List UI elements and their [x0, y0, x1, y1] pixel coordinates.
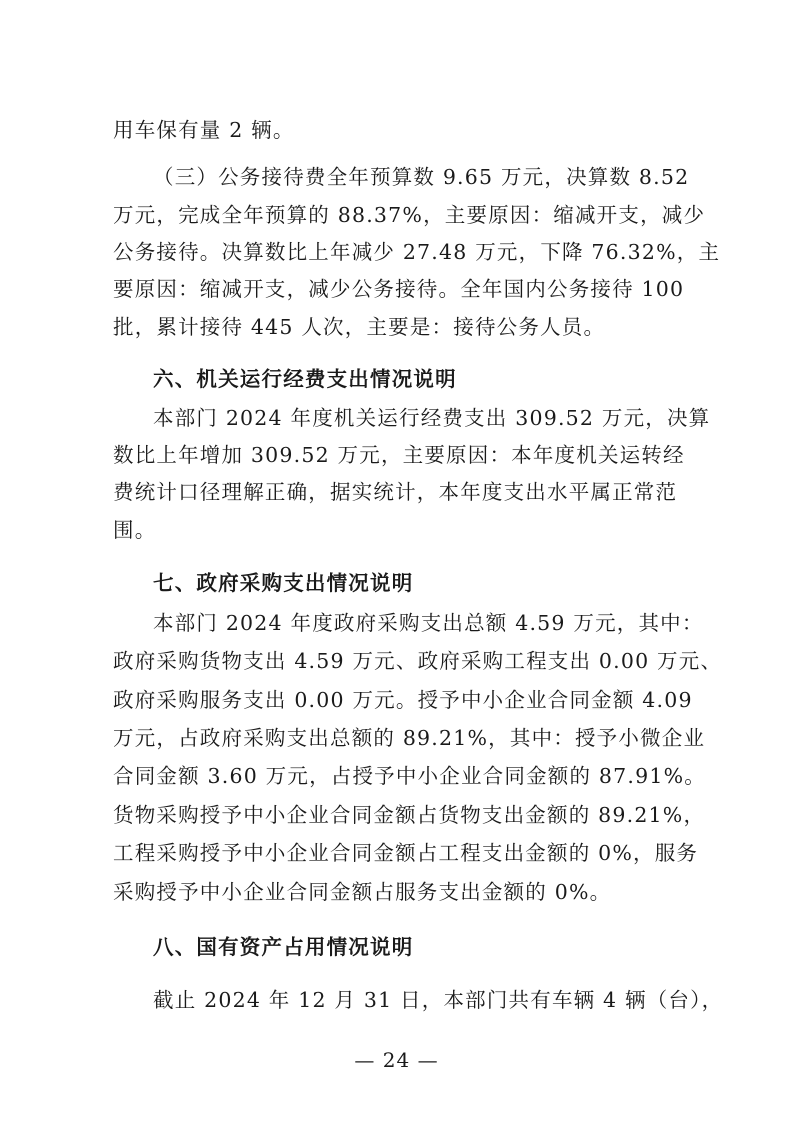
paragraph-line: 费统计口径理解正确，据实统计，本年度支出水平属正常范	[113, 480, 678, 504]
paragraph-line: 政府采购货物支出 4.59 万元、政府采购工程支出 0.00 万元、	[113, 649, 723, 673]
paragraph-line: 截止 2024 年 12 月 31 日，本部门共有车辆 4 辆（台），	[153, 988, 724, 1012]
paragraph-line: 批，累计接待 445 人次，主要是：接待公务人员。	[113, 315, 606, 339]
paragraph-line: 围。	[113, 518, 157, 542]
paragraph-line: 合同金额 3.60 万元，占授予中小企业合同金额的 87.91%。	[113, 764, 706, 788]
paragraph-line: 用车保有量 2 辆。	[113, 118, 295, 142]
paragraph-line: 政府采购服务支出 0.00 万元。授予中小企业合同金额 4.09	[113, 688, 693, 712]
paragraph-line: 数比上年增加 309.52 万元，主要原因：本年度机关运转经	[113, 443, 685, 467]
section-heading-7: 七、政府采购支出情况说明	[153, 571, 414, 595]
paragraph-line: 万元，完成全年预算的 88.37%，主要原因：缩减开支，减少	[113, 203, 706, 227]
page-number: — 24 —	[354, 1048, 439, 1072]
section-heading-6: 六、机关运行经费支出情况说明	[153, 367, 457, 391]
paragraph-line: 公务接待。决算数比上年减少 27.48 万元，下降 76.32%，主	[113, 240, 721, 264]
section-heading-8: 八、国有资产占用情况说明	[153, 935, 414, 959]
paragraph-line: 要原因：缩减开支，减少公务接待。全年国内公务接待 100	[113, 277, 685, 301]
paragraph-line: 万元，占政府采购支出总额的 89.21%，其中：授予小微企业	[113, 726, 706, 750]
paragraph-line: 工程采购授予中小企业合同金额占工程支出金额的 0%，服务	[113, 841, 699, 865]
paragraph-line: 采购授予中小企业合同金额占服务支出金额的 0%。	[113, 880, 612, 904]
paragraph-line: 本部门 2024 年度政府采购支出总额 4.59 万元，其中：	[153, 611, 704, 635]
paragraph-line: 货物采购授予中小企业合同金额占货物支出金额的 89.21%，	[113, 803, 706, 827]
paragraph-line: 本部门 2024 年度机关运行经费支出 309.52 万元，决算	[153, 406, 711, 430]
paragraph-line: （三）公务接待费全年预算数 9.65 万元，决算数 8.52	[153, 165, 690, 189]
